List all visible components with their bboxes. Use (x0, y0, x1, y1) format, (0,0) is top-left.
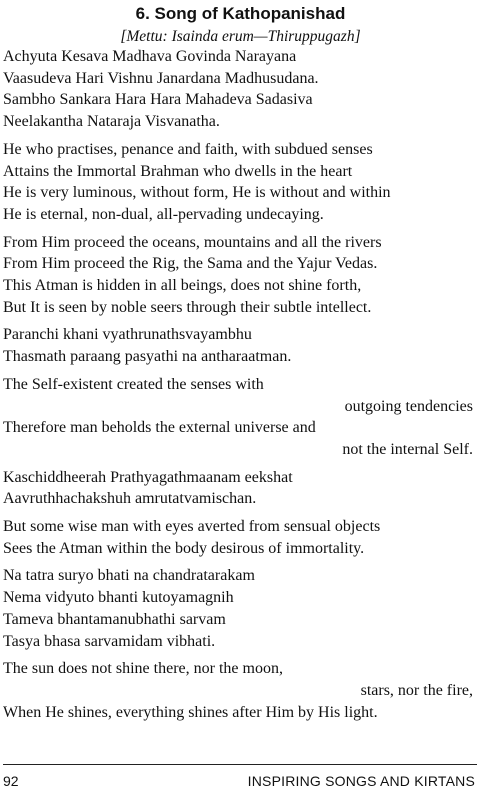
verse-line-continuation: stars, nor the fire, (360, 681, 473, 699)
verse-line: He is eternal, non-dual, all-pervading undecaying. (3, 205, 324, 223)
verse-line: But It is seen by noble seers through their subtle intellect. (3, 298, 372, 316)
stanza-4 (3, 324, 477, 367)
verse-line: When He shines, everything shines after Him by His light. (3, 703, 378, 721)
page-title: 6. Song of Kathopanishad (135, 4, 346, 23)
running-head: INSPIRING SONGS AND KIRTANS (247, 773, 475, 789)
stanza-1 (3, 46, 477, 133)
verse-line: The sun does not shine there, nor the moon, (3, 660, 283, 678)
verse-line: Tameva bhantamanubhathi sarvam (3, 610, 226, 628)
verse-line: Sees the Atman within the body desirous of immortality. (3, 539, 365, 557)
verse-line: But some wise man with eyes averted from sensual objects (3, 518, 381, 536)
verse-line: Aavruthhachakshuh amrutatvamischan. (3, 490, 257, 508)
song-body (3, 46, 477, 729)
verse-line: Sambho Sankara Hara Hara Mahadeva Sadasiva (3, 91, 313, 109)
verse-line: He is very luminous, without form, He is without and within (3, 184, 391, 202)
verse-line-continuation: outgoing tendencies (344, 397, 473, 415)
stanza-2 (3, 139, 477, 226)
tune-subtitle: [Mettu: Isainda erum—Thiruppugazh] (120, 28, 361, 45)
verse-line: Nema vidyuto bhanti kutoyamagnih (3, 589, 234, 607)
verse-line: The Self-existent created the senses with (3, 375, 264, 393)
stanza-7 (3, 516, 477, 559)
verse-line: Neelakantha Nataraja Visvanatha. (3, 113, 220, 131)
footer-divider (3, 764, 477, 765)
verse-line: Thasmath paraang pasyathi na antharaatman. (3, 348, 292, 366)
stanza-8 (3, 565, 477, 652)
verse-line: Achyuta Kesava Madhava Govinda Narayana (3, 48, 297, 65)
stanza-9 (3, 658, 477, 723)
verse-line: Kaschiddheerah Prathyagathmaanam eekshat (3, 468, 293, 486)
verse-line: Paranchi khani vyathrunathsvayambhu (3, 326, 252, 344)
verse-line-continuation: not the internal Self. (342, 440, 473, 458)
stanza-6 (3, 467, 477, 510)
page-number: 92 (3, 773, 19, 789)
verse-line: Tasya bhasa sarvamidam vibhati. (3, 632, 216, 650)
page-footer (3, 771, 477, 791)
verse-line: Na tatra suryo bhati na chandratarakam (3, 567, 255, 585)
verse-line: From Him proceed the oceans, mountains and all the rivers (3, 233, 382, 251)
verse-line: This Atman is hidden in all beings, does not shine forth, (3, 277, 362, 295)
verse-line: Attains the Immortal Brahman who dwells in the heart (3, 162, 353, 180)
verse-line: He who practises, penance and faith, with subdued senses (3, 140, 373, 158)
verse-line: From Him proceed the Rig, the Sama and the Yajur Vedas. (3, 255, 378, 273)
verse-line: Vaasudeva Hari Vishnu Janardana Madhusudana. (3, 69, 319, 87)
stanza-3 (3, 232, 477, 319)
verse-line: Therefore man beholds the external universe and (3, 419, 316, 437)
stanza-5 (3, 374, 477, 461)
